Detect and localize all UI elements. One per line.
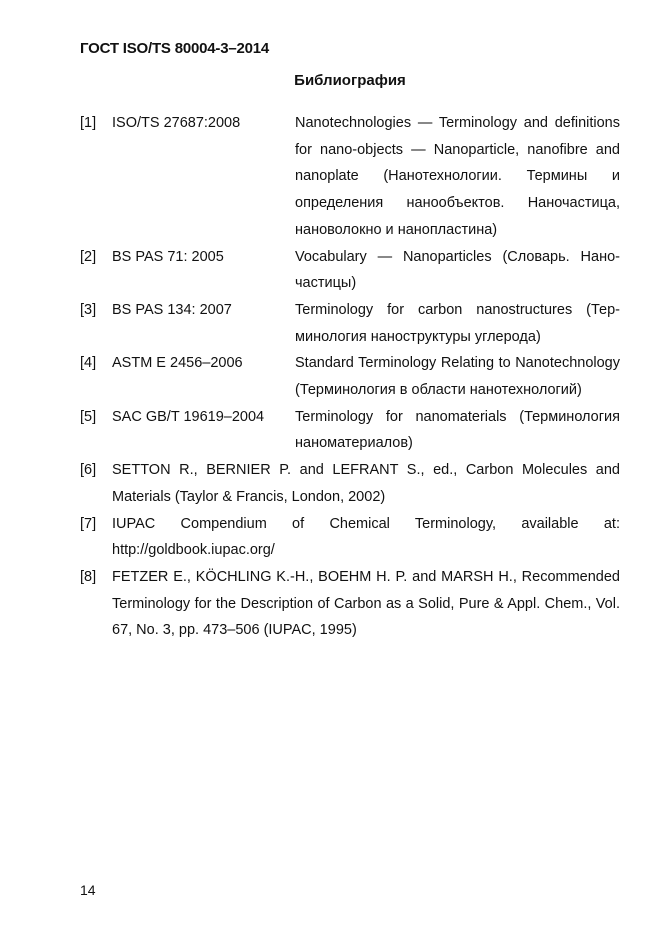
bibliography-entry-4	[80, 350, 620, 403]
document-header: ГОСТ ISO/TS 80004-3–2014	[80, 40, 270, 57]
bibliography-entry-2	[80, 244, 620, 297]
entry-number: [3]	[80, 301, 97, 318]
entry-text: IUPAC Compendium of Chemical Terminology, available at: http://goldbook.iupac.org/	[112, 515, 620, 559]
entry-text: Standard Terminology Relating to Nanotechnology (Терминология в области нанотехнологий)	[295, 355, 620, 399]
bibliography-entry-6	[80, 457, 620, 510]
entry-text: Terminology for nanomaterials (Терминология наноматериалов)	[295, 408, 620, 452]
bibliography-entry-8	[80, 564, 620, 644]
entry-number: [5]	[80, 408, 97, 425]
page-number: 14	[80, 882, 96, 898]
entry-text: Nanotechnologies — Terminology and definitions for nano-objects — Nanoparticle, nanofibre and nanoplate (Нанотехнологии. Термины и определения нанообъектов. Наночастица, нановолокно и нанопластина)	[295, 115, 620, 238]
bibliography-entry-5	[80, 404, 620, 457]
entry-code: SAC GB/T 19619–2004	[112, 408, 265, 425]
bibliography-list	[80, 110, 620, 644]
entry-text: FETZER E., KÖCHLING K.-H., BOEHM H. P. and MARSH H., Recommended Terminology for the Description of Carbon as a Solid, Pure & Appl. Chem., Vol. 67, No. 3, pp. 473–506 (IUPAC, 1995)	[112, 568, 620, 639]
entry-text: Vocabulary — Nanoparticles (Словарь. Наночастицы)	[295, 248, 620, 292]
entry-text: SETTON R., BERNIER P. and LEFRANT S., ed., Carbon Molecules and Materials (Taylor & Francis, London, 2002)	[112, 462, 620, 505]
bibliography-entry-1	[80, 110, 620, 244]
entry-code: BS PAS 71: 2005	[112, 248, 224, 265]
entry-number: [4]	[80, 355, 97, 372]
bibliography-entry-7	[80, 511, 620, 564]
bibliography-entry-3	[80, 297, 620, 350]
entry-code: BS PAS 134: 2007	[112, 301, 232, 318]
entry-number: [7]	[80, 515, 97, 532]
page-title: Библиография	[294, 72, 406, 89]
entry-number: [8]	[80, 568, 97, 585]
entry-code: ASTM E 2456–2006	[112, 355, 243, 372]
entry-number: [1]	[80, 115, 97, 131]
entry-text: Terminology for carbon nanostructures (Терминология наноструктуры углерода)	[295, 301, 620, 345]
entry-code: ISO/TS 27687:2008	[112, 115, 241, 131]
entry-number: [2]	[80, 248, 97, 265]
entry-number: [6]	[80, 462, 97, 479]
